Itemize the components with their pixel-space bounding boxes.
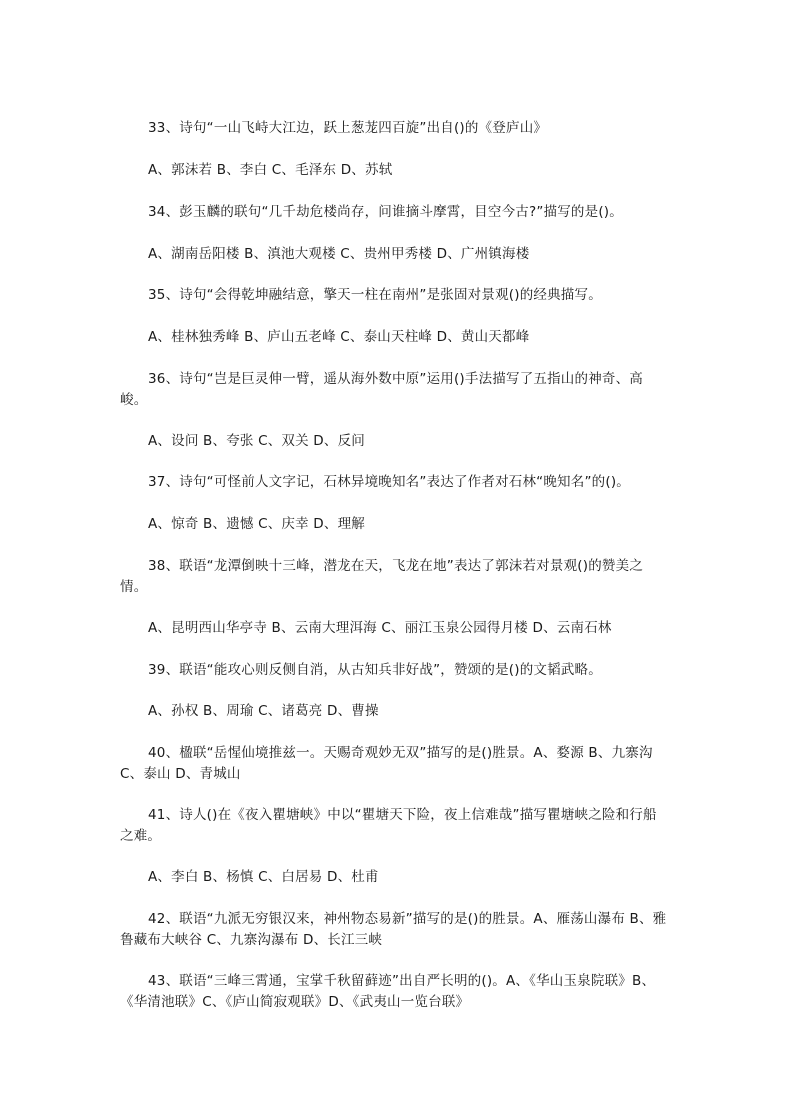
question-38: 38、联语“龙潭倒映十三峰，潜龙在天，飞龙在地”表达了郭沫若对景观()的赞美之情。: [120, 558, 643, 595]
question-42: 42、联语“九派无穷银汉来，神州物态易新”描写的是()的胜景。A、雁荡山瀑布 B、雅鲁藏布大峡谷 C、九寨沟瀑布 D、长江三峡: [120, 911, 667, 948]
question-35: 35、诗句“会得乾坤融结意，擎天一柱在南州”是张固对景观()的经典描写。: [148, 287, 602, 303]
options-39: A、孙权 B、周瑜 C、诸葛亮 D、曹操: [148, 703, 379, 719]
options-35: A、桂林独秀峰 B、庐山五老峰 C、泰山天柱峰 D、黄山天都峰: [148, 329, 530, 345]
options-41: A、李白 B、杨慎 C、白居易 D、杜甫: [148, 869, 379, 885]
question-41: 41、诗人()在《夜入瞿塘峡》中以“瞿塘天下险，夜上信难哉”描写瞿塘峡之险和行船之难。: [120, 807, 657, 844]
question-39: 39、联语“能攻心则反侧自消，从古知兵非好战”，赞颂的是()的文韬武略。: [148, 662, 602, 678]
options-34: A、湖南岳阳楼 B、滇池大观楼 C、贵州甲秀楼 D、广州镇海楼: [148, 246, 530, 262]
options-33: A、郭沫若 B、李白 C、毛泽东 D、苏轼: [148, 162, 393, 178]
question-34: 34、彭玉麟的联句“几千劫危楼尚存，问谁摘斗摩霄，目空今古?”描写的是()。: [148, 204, 623, 220]
question-37: 37、诗句“可怪前人文字记，石林异境晚知名”表达了作者对石林“晚知名”的()。: [148, 474, 630, 490]
question-33: 33、诗句“一山飞峙大江边，跃上葱茏四百旋”出自()的《登庐山》: [148, 120, 548, 136]
question-43: 43、联语“三峰三霄通，宝掌千秋留藓迹”出自严长明的()。A、《华山玉泉院联》B、《华清池联》C、《庐山简寂观联》D、《武夷山一览台联》: [120, 973, 656, 1010]
question-36: 36、诗句“岂是巨灵伸一臂，遥从海外数中原”运用()手法描写了五指山的神奇、高峻。: [120, 371, 643, 408]
options-37: A、惊奇 B、遗憾 C、庆幸 D、理解: [148, 516, 365, 532]
question-40: 40、楹联“岳惺仙境推兹一。天赐奇观妙无双”描写的是()胜景。A、婺源 B、九寨沟 C、泰山 D、青城山: [120, 745, 653, 782]
options-36: A、设问 B、夸张 C、双关 D、反问: [148, 433, 365, 449]
options-38: A、昆明西山华亭寺 B、云南大理洱海 C、丽江玉泉公园得月楼 D、云南石林: [148, 620, 612, 636]
